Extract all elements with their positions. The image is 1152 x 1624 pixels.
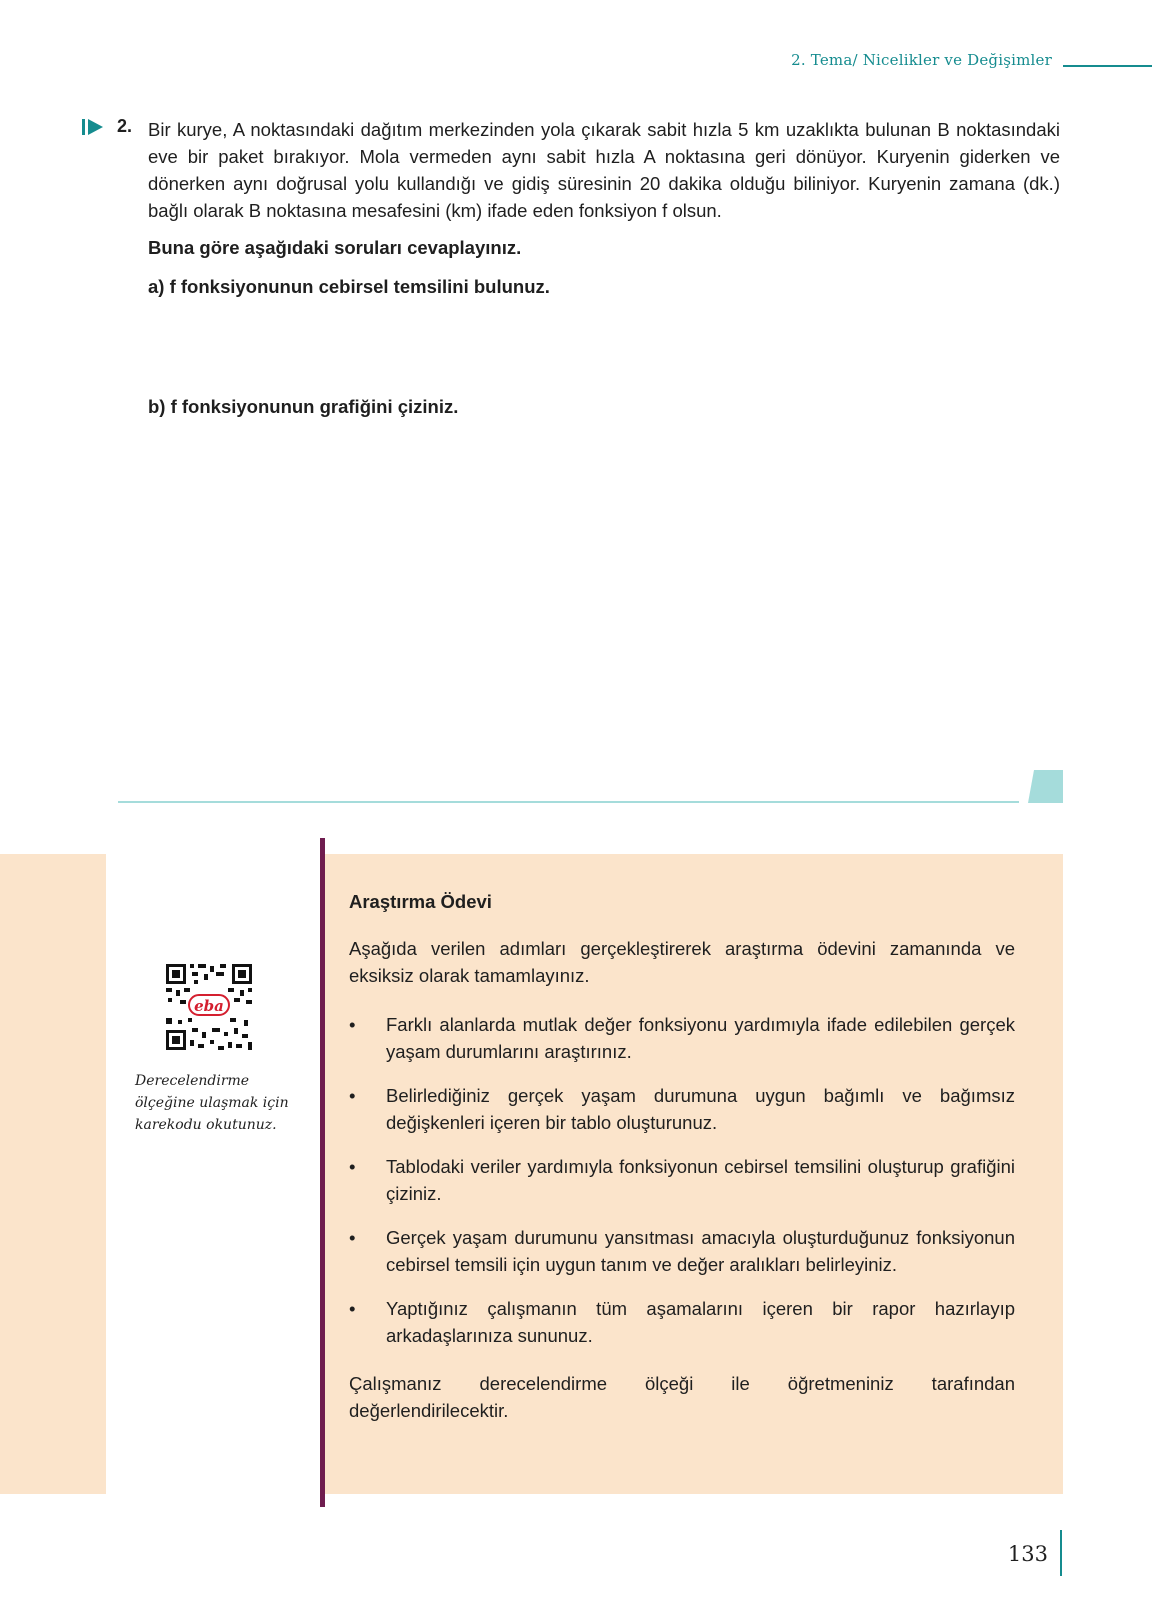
page-number: 133 bbox=[1007, 1542, 1048, 1566]
section-divider-tab bbox=[1028, 770, 1063, 803]
page-number-rule bbox=[1060, 1530, 1062, 1576]
section-divider bbox=[118, 801, 1019, 803]
qr-caption-line: ölçeğine ulaşmak için bbox=[135, 1095, 289, 1111]
question-part-b: b) f fonksiyonunun grafiğini çiziniz. bbox=[148, 396, 459, 417]
research-intro: Aşağıda verilen adımları gerçekleştirerek araştırma ödevini zamanında ve eksiksiz olarak tamamlayınız. bbox=[349, 938, 1015, 986]
question-arrow-icon bbox=[82, 118, 104, 136]
bullet: • bbox=[349, 1014, 356, 1035]
qr-caption-line: Derecelendirme bbox=[135, 1073, 250, 1089]
research-closing: Çalışmanız derecelendirme ölçeği ile öğretmeniniz tarafından değerlendirilecektir. bbox=[349, 1373, 1015, 1421]
list-item-text: Yaptığınız çalışmanın tüm aşamalarını içeren bir rapor hazırlayıp arkadaşlarınıza sununuz. bbox=[386, 1298, 1015, 1346]
list-item bbox=[349, 1295, 1015, 1349]
research-box bbox=[325, 854, 1063, 1494]
header-rule bbox=[1063, 65, 1152, 67]
qr-caption bbox=[135, 1070, 300, 1136]
bullet: • bbox=[349, 1085, 356, 1106]
list-item bbox=[349, 1153, 1015, 1207]
research-title: Araştırma Ödevi bbox=[349, 891, 492, 912]
list-item-text: Tablodaki veriler yardımıyla fonksiyonun cebirsel temsilini oluşturup grafiğini çiziniz. bbox=[386, 1156, 1015, 1204]
list-item-text: Farklı alanlarda mutlak değer fonksiyonu yardımıyla ifade edilebilen gerçek yaşam durumlarını araştırınız. bbox=[386, 1014, 1015, 1062]
list-item-text: Gerçek yaşam durumunu yansıtması amacıyla oluşturduğunuz fonksiyonun cebirsel temsili için uygun tanım ve değer aralıkları belirleyiniz. bbox=[386, 1227, 1015, 1275]
bullet: • bbox=[349, 1227, 356, 1248]
side-panel bbox=[0, 854, 106, 1494]
question-number: 2. bbox=[117, 116, 133, 136]
bullet: • bbox=[349, 1298, 356, 1319]
qr-code[interactable] bbox=[164, 962, 254, 1052]
bullet: • bbox=[349, 1156, 356, 1177]
qr-caption-line: karekodu okutunuz. bbox=[135, 1117, 277, 1133]
list-item bbox=[349, 1082, 1015, 1136]
running-header: 2. Tema/ Nicelikler ve Değişimler bbox=[791, 51, 1052, 69]
research-steps bbox=[349, 1011, 1015, 1349]
eba-logo: eba bbox=[188, 994, 230, 1016]
question-text: Bir kurye, A noktasındaki dağıtım merkezinden yola çıkarak sabit hızla 5 km uzaklıkta bulunan B noktasındaki eve bir paket bırakıyor. Mola vermeden aynı sabit hızla A noktasına geri dönüyor. Kuryenin giderken ve dönerken aynı doğrusal yolu kullandığı ve gidiş süresinin 20 dakika olduğu biliniyor. Kuryenin zamana (dk.) bağlı olarak B noktasına mesafesini (km) ifade eden fonksiyon f olsun. bbox=[148, 119, 1060, 221]
list-item-text: Belirlediğiniz gerçek yaşam durumuna uygun bağımlı ve bağımsız değişkenleri içeren bir tablo oluşturunuz. bbox=[386, 1085, 1015, 1133]
question-part-a: a) f fonksiyonunun cebirsel temsilini bulunuz. bbox=[148, 276, 550, 297]
question-instruction: Buna göre aşağıdaki soruları cevaplayınız. bbox=[148, 237, 522, 258]
list-item bbox=[349, 1224, 1015, 1278]
list-item bbox=[349, 1011, 1015, 1065]
